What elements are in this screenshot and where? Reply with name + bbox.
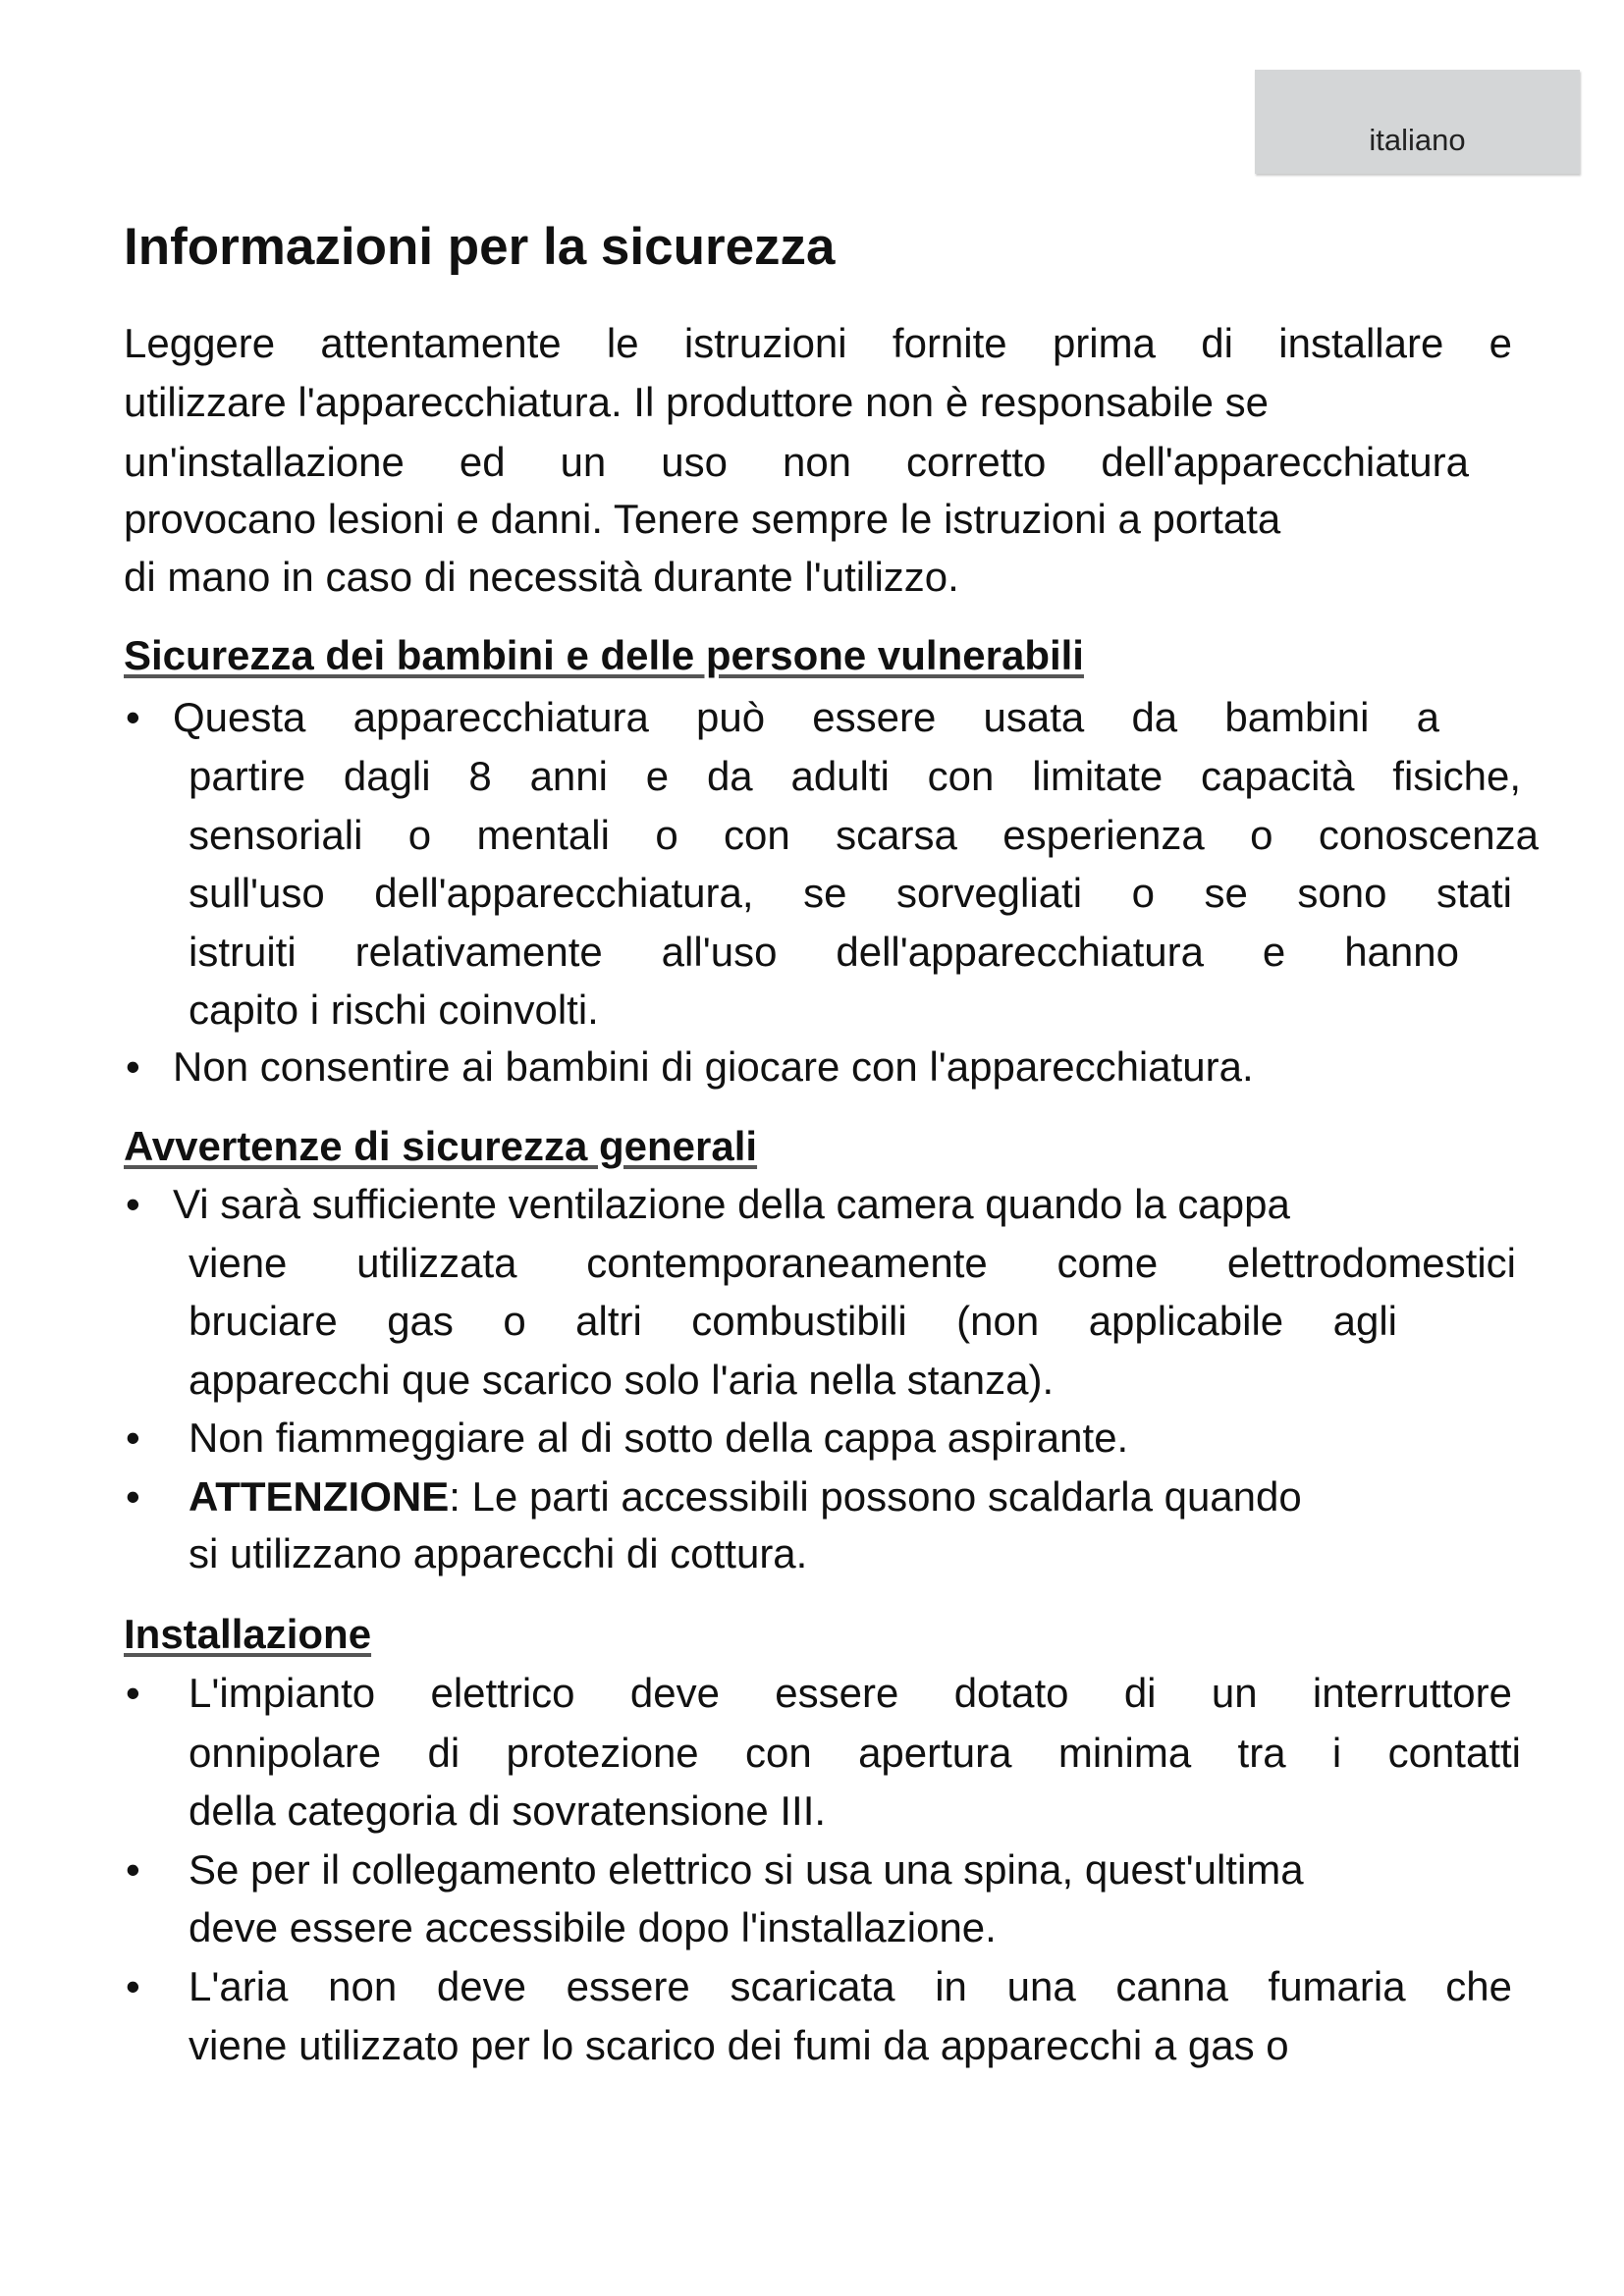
- bullet-line: [189, 1468, 1302, 1526]
- warning-text: : Le parti accessibili possono scaldarla quando: [449, 1473, 1302, 1520]
- bullet-line: Questa apparecchiatura può essere usata da bambini a: [173, 694, 1439, 740]
- bullet-icon: •: [126, 1415, 140, 1461]
- bullet-icon: •: [126, 1963, 140, 2009]
- bullet-line: L'aria non deve essere scaricata in una canna fumaria che: [189, 1963, 1512, 2009]
- bullet-line: istruiti relativamente all'uso dell'apparecchiatura e hanno: [189, 929, 1459, 975]
- section-heading: Sicurezza dei bambini e delle persone vulnerabili: [124, 632, 1084, 678]
- bullet-line: Se per il collegamento elettrico si usa una spina, quest'ultima: [189, 1846, 1304, 1893]
- bullet-line: apparecchi que scarico solo l'aria nella stanza).: [189, 1357, 1055, 1403]
- bullet-line: viene utilizzato per lo scarico dei fumi da apparecchi a gas o: [189, 2022, 1289, 2068]
- language-badge: [1255, 70, 1580, 174]
- language-label: italiano: [1369, 123, 1466, 157]
- bullet-line: Vi sarà sufficiente ventilazione della camera quando la cappa: [173, 1181, 1290, 1227]
- bullet-line: capito i rischi coinvolti.: [189, 987, 599, 1033]
- warning-label: ATTENZIONE: [189, 1473, 450, 1520]
- section-heading: Installazione: [124, 1611, 372, 1657]
- bullet-line: sensoriali o mentali o con scarsa esperienza o conoscenza: [189, 812, 1539, 858]
- bullet-line: Non consentire ai bambini di giocare con l'apparecchiatura.: [173, 1043, 1254, 1090]
- bullet-icon: •: [126, 1181, 140, 1227]
- bullet-line: viene utilizzata contemporaneamente come elettrodomestici: [189, 1240, 1516, 1286]
- bullet-line: partire dagli 8 anni e da adulti con limitate capacità fisiche,: [189, 753, 1521, 799]
- intro-line: Leggere attentamente le istruzioni fornite prima di installare e: [124, 320, 1512, 366]
- intro-line: un'installazione ed un uso non corretto dell'apparecchiatura: [124, 439, 1469, 485]
- bullet-line: deve essere accessibile dopo l'installazione.: [189, 1904, 997, 1950]
- bullet-line: sull'uso dell'apparecchiatura, se sorvegliati o se sono stati: [189, 870, 1512, 916]
- page-title: Informazioni per la sicurezza: [124, 218, 836, 276]
- bullet-icon: •: [126, 1846, 140, 1893]
- bullet-line: Non fiammeggiare al di sotto della cappa aspirante.: [189, 1415, 1129, 1461]
- bullet-line: si utilizzano apparecchi di cottura.: [189, 1530, 808, 1576]
- bullet-icon: •: [126, 1670, 140, 1716]
- bullet-icon: •: [126, 694, 140, 740]
- bullet-line: della categoria di sovratensione III.: [189, 1788, 827, 1834]
- bullet-line: onnipolare di protezione con apertura minima tra i contatti: [189, 1730, 1521, 1776]
- bullet-line: L'impianto elettrico deve essere dotato di un interruttore: [189, 1670, 1512, 1716]
- intro-line: provocano lesioni e danni. Tenere sempre le istruzioni a portata: [124, 496, 1281, 542]
- bullet-line: bruciare gas o altri combustibili (non applicabile agli: [189, 1298, 1397, 1344]
- section-heading: Avvertenze di sicurezza generali: [124, 1123, 758, 1169]
- bullet-icon: •: [126, 1043, 140, 1090]
- intro-line: di mano in caso di necessità durante l'utilizzo.: [124, 554, 959, 600]
- intro-line: utilizzare l'apparecchiatura. Il produttore non è responsabile se: [124, 379, 1270, 425]
- bullet-icon: •: [126, 1473, 140, 1520]
